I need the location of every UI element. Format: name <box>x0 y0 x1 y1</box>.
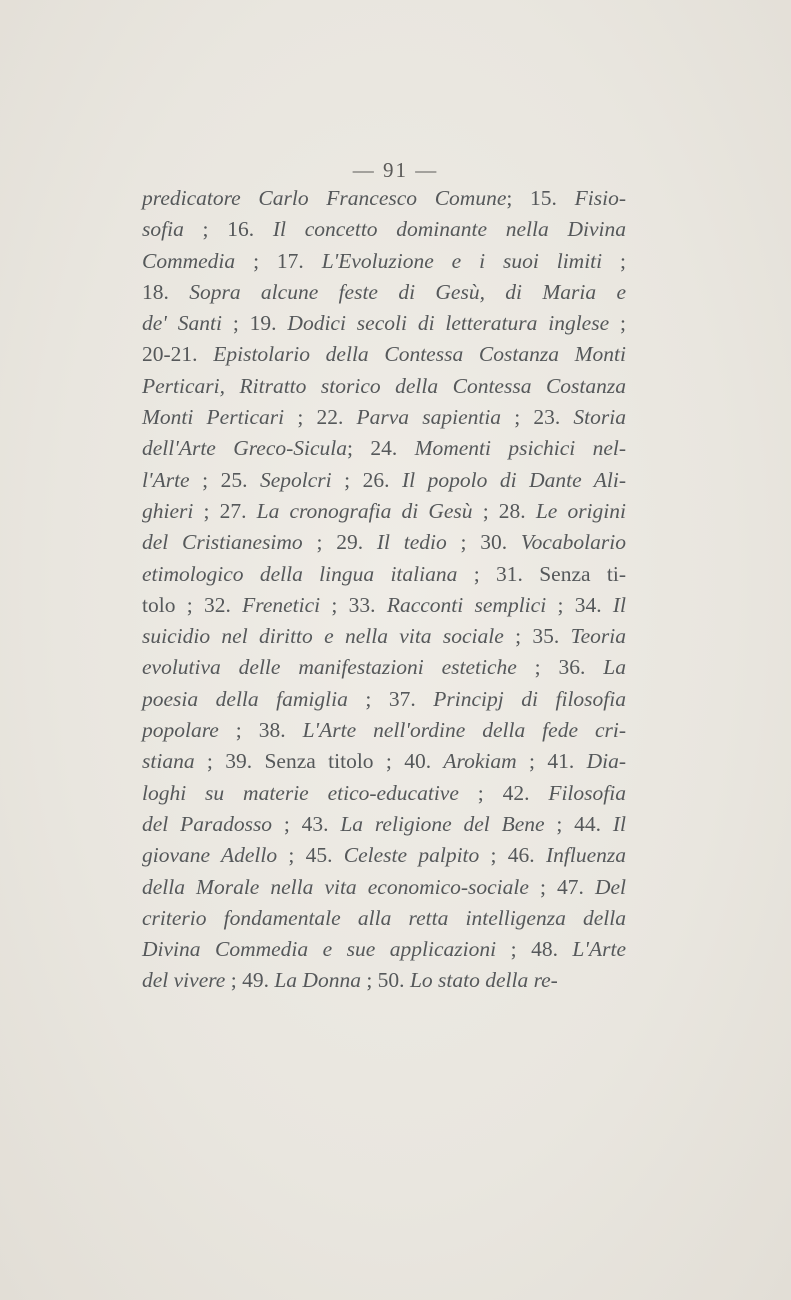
roman-text: ; 27. <box>193 498 257 523</box>
italic-text: Racconti semplici <box>386 592 547 617</box>
text-line <box>142 496 626 527</box>
roman-text: ; 48. <box>496 937 573 962</box>
roman-text: ; 16. <box>183 217 273 242</box>
text-line <box>142 809 626 840</box>
text-line <box>142 652 626 683</box>
italic-text: suicidio nel diritto e nella vita sociale <box>142 624 504 649</box>
text-line <box>142 590 626 621</box>
text-line <box>142 903 626 934</box>
roman-text: ; 15. <box>506 186 575 210</box>
italic-text: Frenetici <box>242 592 321 617</box>
roman-text: ; 19. <box>221 311 288 336</box>
text-line <box>142 684 626 715</box>
roman-text: ; 24. <box>347 436 415 461</box>
italic-text: L'Arte <box>572 937 626 962</box>
text-line <box>142 778 626 809</box>
italic-text: dell'Arte Greco-Sicula <box>142 436 348 461</box>
text-line <box>142 840 626 871</box>
roman-text: ; 45. <box>277 843 344 868</box>
italic-text: Il concetto dominante nella Divina <box>272 217 626 242</box>
italic-text: La <box>603 655 626 680</box>
italic-text: popolare <box>142 718 219 743</box>
italic-text: del Cristianesimo <box>142 530 303 555</box>
text-line <box>142 308 626 339</box>
italic-text: L'Evoluzione e i suoi limiti <box>321 248 603 273</box>
text-line <box>142 246 626 277</box>
italic-text: Il <box>612 592 626 617</box>
roman-text: ; 39. Senza titolo ; 40. <box>194 749 444 774</box>
roman-text: ; 46. <box>479 843 546 868</box>
text-line <box>142 621 626 652</box>
text-line <box>142 559 626 590</box>
roman-text: ; 43. <box>272 811 341 836</box>
italic-text: Vocabolario <box>520 530 626 555</box>
roman-text: ; 33. <box>320 592 387 617</box>
italic-text: etimologico della lingua italiana <box>142 561 458 586</box>
italic-text: Storia <box>573 405 626 430</box>
italic-text: ghieri <box>142 498 194 523</box>
text-line <box>142 465 626 496</box>
italic-text: L'Arte nell'ordine della fede cri- <box>302 718 626 743</box>
italic-text: evolutiva delle manifestazioni estetiche <box>142 655 517 680</box>
italic-text: poesia della famiglia <box>142 686 348 711</box>
roman-text: ; <box>609 311 626 336</box>
italic-text: Il tedio <box>376 530 447 555</box>
roman-text: tolo ; 32. <box>142 592 243 617</box>
italic-text: Dia- <box>586 749 626 774</box>
text-line <box>142 934 626 965</box>
roman-text: ; 47. <box>528 874 595 899</box>
text-line <box>142 746 626 777</box>
italic-text: Fisio- <box>574 186 626 210</box>
text-line <box>142 715 626 746</box>
text-line <box>142 433 626 464</box>
roman-text: ; <box>602 248 626 273</box>
italic-text: Epistolario della Contessa Costanza Monti <box>213 342 626 367</box>
italic-text: Principj di filosofia <box>433 686 627 711</box>
italic-text: Parva sapientia <box>356 405 502 430</box>
text-line <box>142 527 626 558</box>
roman-text: ; 49. <box>225 968 275 993</box>
italic-text: loghi su materie etico-educative <box>142 780 459 805</box>
italic-text: Sopra alcune feste di Gesù, di Maria e <box>189 279 626 304</box>
italic-text: l'Arte <box>142 467 190 492</box>
roman-text: ; 31. Senza ti- <box>457 561 626 586</box>
text-line <box>142 872 626 903</box>
text-line <box>142 371 626 402</box>
page-number: — 91 — <box>352 158 439 182</box>
italic-text: Teoria <box>570 624 626 649</box>
roman-text: ; 34. <box>546 592 613 617</box>
roman-text: ; 28. <box>472 498 536 523</box>
roman-text: ; 29. <box>302 530 377 555</box>
text-line <box>142 214 626 245</box>
body-text <box>142 183 626 997</box>
italic-text: Il <box>612 811 626 836</box>
italic-text: giovane Adello <box>142 843 278 868</box>
roman-text: 20-21. <box>142 342 214 367</box>
italic-text: Dodici secoli di letteratura inglese <box>287 311 610 336</box>
italic-text: Momenti psichici nel- <box>414 436 626 461</box>
italic-text: del vivere <box>142 968 226 993</box>
roman-text: 18. <box>142 279 190 304</box>
italic-text: La cronografia di Gesù <box>256 498 473 523</box>
italic-text: Sepolcri <box>259 467 332 492</box>
italic-text: Celeste palpito <box>343 843 480 868</box>
roman-text: ; 22. <box>284 405 357 430</box>
italic-text: predicatore Carlo Francesco Comune <box>142 186 507 210</box>
italic-text: Influenza <box>545 843 626 868</box>
italic-text: Filosofia <box>548 780 626 805</box>
italic-text: Perticari, Ritratto storico della Contessa Costanza <box>142 373 626 398</box>
italic-text: Commedia <box>142 248 236 273</box>
italic-text: stiana <box>142 749 195 774</box>
roman-text: ; 23. <box>501 405 574 430</box>
italic-text: Del <box>594 874 626 899</box>
text-line <box>142 965 626 996</box>
roman-text: ; 37. <box>347 686 434 711</box>
italic-text: sofia <box>142 217 184 242</box>
text-line <box>142 183 626 214</box>
italic-text: del Paradosso <box>142 811 273 836</box>
italic-text: Divina Commedia e sue applicazioni <box>142 937 497 962</box>
roman-text: ; 42. <box>458 780 549 805</box>
roman-text: ; 26. <box>331 467 402 492</box>
italic-text: La religione del Bene <box>340 811 545 836</box>
italic-text: della Morale nella vita economico-sociale <box>142 874 529 899</box>
roman-text: ; 38. <box>218 718 303 743</box>
italic-text: Monti Perticari <box>142 405 285 430</box>
italic-text: Il popolo di Dante Ali- <box>402 467 626 492</box>
roman-text: ; 41. <box>516 749 587 774</box>
text-line <box>142 277 626 308</box>
italic-text: criterio fondamentale alla retta intelligenza della <box>142 905 626 930</box>
roman-text: ; 30. <box>446 530 521 555</box>
text-line <box>142 339 626 370</box>
italic-text: Arokiam <box>443 749 517 774</box>
italic-text: de' Santi <box>142 311 222 336</box>
roman-text: ; 36. <box>516 655 604 680</box>
roman-text: ; 17. <box>235 248 322 273</box>
italic-text: Lo stato della re- <box>409 968 558 993</box>
text-line <box>142 402 626 433</box>
roman-text: ; 44. <box>544 811 613 836</box>
italic-text: La Donna <box>274 968 361 993</box>
roman-text: ; 35. <box>503 624 571 649</box>
roman-text: ; 50. <box>360 968 410 993</box>
italic-text: Le origini <box>535 498 626 523</box>
roman-text: ; 25. <box>189 467 260 492</box>
